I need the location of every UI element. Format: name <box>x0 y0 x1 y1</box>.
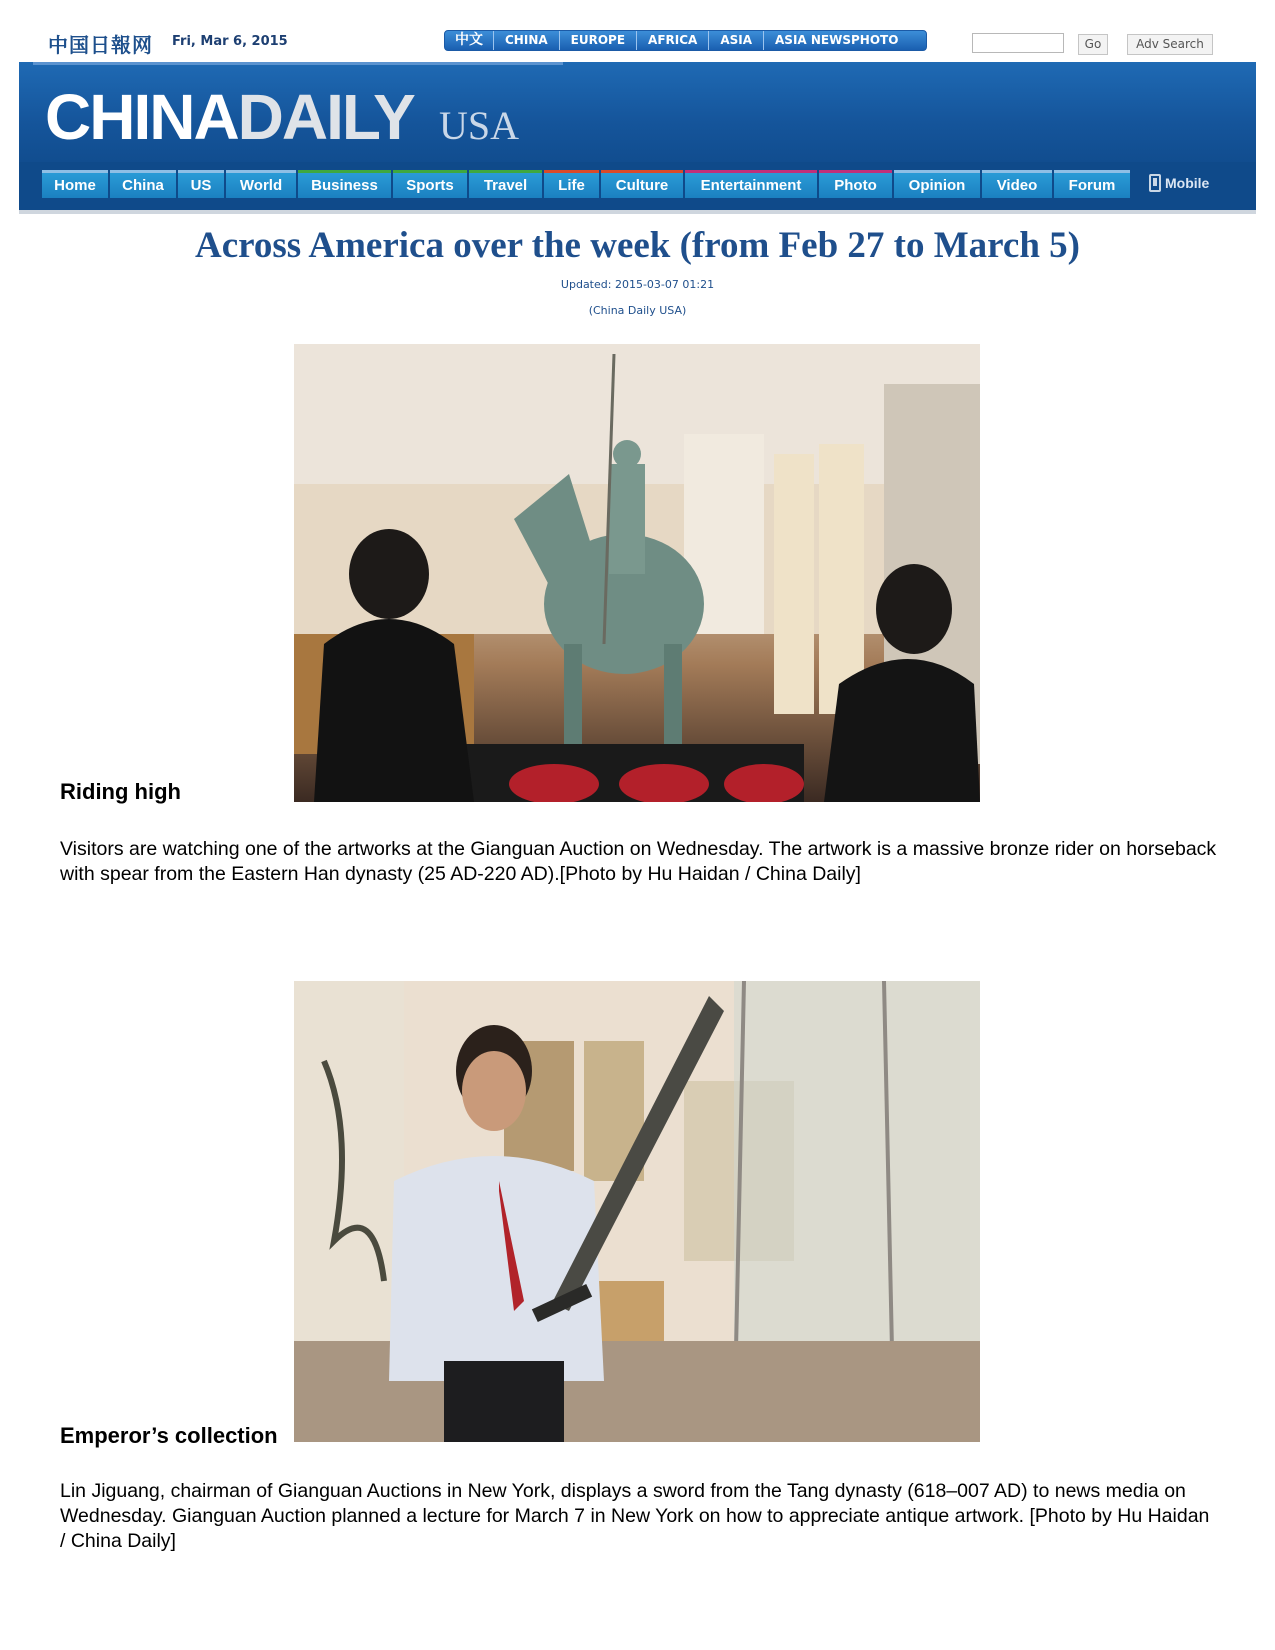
nav-item-world[interactable]: World <box>226 170 296 198</box>
nav-item-photo[interactable]: Photo <box>819 170 892 198</box>
mobile-label: Mobile <box>1165 175 1210 191</box>
adv-search-button[interactable]: Adv Search <box>1127 34 1213 55</box>
photo-caption-1: Visitors are watching one of the artworks at the Gianguan Auction on Wednesday. The artwork is a massive bronze rider on horseback with spear from the Eastern Han dynasty (25 AD-220 AD).[Photo by Hu Haidan / China Daily] <box>60 838 1217 885</box>
go-button[interactable]: Go <box>1078 34 1108 55</box>
sword-display-illustration <box>294 981 980 1442</box>
brand-part-daily: DAILY <box>237 81 414 153</box>
photo-caption-2: Lin Jiguang, chairman of Gianguan Auctions in New York, displays a sword from the Tang dynasty (618–007 AD) to news media on Wednesday. Gianguan Auction planned a lecture for March 7 in New York on how to appreciate antique artwork. [Photo by Hu Haidan / China Daily] <box>60 1480 1210 1552</box>
edition-link-china[interactable]: CHINA <box>494 31 560 50</box>
nav-item-life[interactable]: Life <box>544 170 599 198</box>
edition-link-chinese[interactable]: 中文 <box>451 31 494 50</box>
bronze-rider-photo <box>294 344 980 802</box>
edition-link-africa[interactable]: AFRICA <box>637 31 709 50</box>
nav-item-business[interactable]: Business <box>298 170 391 198</box>
nav-list <box>42 170 1132 198</box>
edition-label: USA <box>439 103 520 148</box>
nav-item-culture[interactable]: Culture <box>601 170 683 198</box>
article-headline: Across America over the week (from Feb 27 to March 5) <box>194 225 1081 266</box>
chinadaily-logo[interactable] <box>45 82 414 152</box>
sword-display-photo <box>294 981 980 1442</box>
edition-link-europe[interactable]: EUROPE <box>560 31 637 50</box>
masthead-banner <box>19 62 1256 162</box>
mobile-link[interactable] <box>1149 174 1209 192</box>
nav-item-video[interactable]: Video <box>982 170 1052 198</box>
bronze-rider-illustration <box>294 344 980 802</box>
nav-item-entertainment[interactable]: Entertainment <box>685 170 817 198</box>
top-bar <box>0 0 1275 62</box>
search-input[interactable] <box>972 33 1064 53</box>
main-nav <box>19 162 1256 214</box>
current-date: Fri, Mar 6, 2015 <box>172 34 288 49</box>
nav-item-opinion[interactable]: Opinion <box>894 170 980 198</box>
nav-item-home[interactable]: Home <box>42 170 108 198</box>
edition-switcher <box>444 30 927 51</box>
photo-title-1: Riding high <box>60 779 181 804</box>
banner-highlight-line <box>33 62 563 65</box>
nav-item-sports[interactable]: Sports <box>393 170 467 198</box>
nav-item-travel[interactable]: Travel <box>469 170 542 198</box>
edition-link-asia-newsphoto[interactable]: ASIA NEWSPHOTO <box>775 33 899 47</box>
edition-link-asia[interactable]: ASIA <box>709 31 764 50</box>
chinadaily-cn-logo[interactable]: 中国日報网 <box>48 33 153 57</box>
article-source: (China Daily USA) <box>588 304 687 317</box>
nav-item-us[interactable]: US <box>178 170 224 198</box>
nav-item-china[interactable]: China <box>110 170 176 198</box>
brand-part-china: CHINA <box>45 81 238 153</box>
phone-icon <box>1149 174 1161 192</box>
photo-title-2: Emperor’s collection <box>60 1423 278 1448</box>
article-updated: Updated: 2015-03-07 01:21 <box>560 278 715 291</box>
nav-item-forum[interactable]: Forum <box>1054 170 1130 198</box>
